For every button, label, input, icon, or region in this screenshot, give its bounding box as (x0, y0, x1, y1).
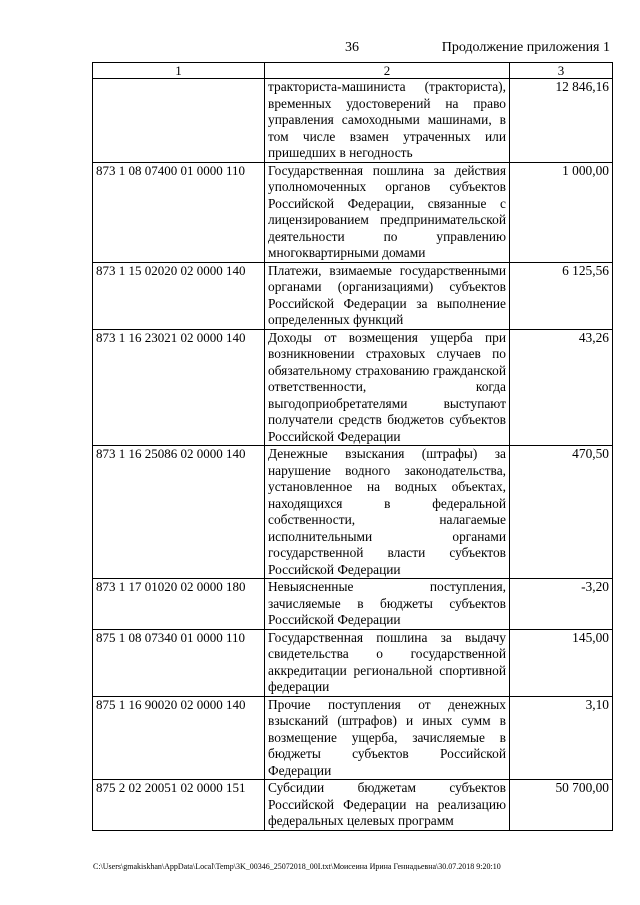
budget-code: 875 1 08 07340 01 0000 110 (93, 629, 265, 696)
revenue-amount: 12 846,16 (510, 79, 613, 163)
table-row (93, 329, 613, 446)
revenue-description: Субсидии бюджетам субъектов Российской Федерации на реализацию федеральных целевых программ (265, 780, 510, 831)
table-row (93, 162, 613, 262)
revenue-description: Доходы от возмещения ущерба при возникновении страховых случаев по обязательному страхованию гражданской ответственности, когда выгодоприобретателями выступают получатели средств бюджетов субъектов Российской Федерации (265, 329, 510, 446)
revenue-description: Невыясненные поступления, зачисляемые в бюджеты субъектов Российской Федерации (265, 579, 510, 630)
column-header-3: 3 (510, 63, 613, 79)
revenue-amount: 50 700,00 (510, 780, 613, 831)
continuation-label: Продолжение приложения 1 (441, 40, 610, 55)
revenue-description: Государственная пошлина за действия уполномоченных органов субъектов Российской Федерации, связанные с лицензированием предпринимательской деятельности по управлению многоквартирными домами (265, 162, 510, 262)
revenue-amount: 470,50 (510, 446, 613, 579)
table-row (93, 446, 613, 579)
revenue-table (92, 62, 613, 831)
table-row (93, 262, 613, 329)
column-header-1: 1 (93, 63, 265, 79)
budget-code: 875 2 02 20051 02 0000 151 (93, 780, 265, 831)
revenue-description: Государственная пошлина за выдачу свидетельства о государственной аккредитации региональной спортивной федерации (265, 629, 510, 696)
table-row (93, 696, 613, 780)
page-number: 36 (345, 40, 359, 55)
table-row (93, 579, 613, 630)
budget-code: 873 1 08 07400 01 0000 110 (93, 162, 265, 262)
revenue-description: тракториста-машиниста (тракториста), временных удостоверений на право управления самоходными машинами, в том числе взамен утраченных или пришедших в негодность (265, 79, 510, 163)
table-row (93, 629, 613, 696)
revenue-description: Прочие поступления от денежных взысканий (штрафов) и иных сумм в возмещение ущерба, зачисляемые в бюджеты субъектов Российской Федерации (265, 696, 510, 780)
budget-code: 873 1 16 25086 02 0000 140 (93, 446, 265, 579)
revenue-amount: 6 125,56 (510, 262, 613, 329)
revenue-description: Платежи, взимаемые государственными органами (организациями) субъектов Российской Федерации за выполнение определенных функций (265, 262, 510, 329)
file-path-footer: C:\Users\gmakiskhan\AppData\Local\Temp\3K_00346_25072018_00I.txt\Моисеина Ирина Геннадьевна\30.07.2018 9:20:10 (93, 862, 501, 871)
budget-code: 873 1 16 23021 02 0000 140 (93, 329, 265, 446)
table-row (93, 780, 613, 831)
revenue-amount: 145,00 (510, 629, 613, 696)
budget-code: 875 1 16 90020 02 0000 140 (93, 696, 265, 780)
budget-code: 873 1 15 02020 02 0000 140 (93, 262, 265, 329)
revenue-amount: -3,20 (510, 579, 613, 630)
column-header-2: 2 (265, 63, 510, 79)
revenue-amount: 1 000,00 (510, 162, 613, 262)
table-header-row (93, 63, 613, 79)
budget-code (93, 79, 265, 163)
revenue-amount: 3,10 (510, 696, 613, 780)
revenue-amount: 43,26 (510, 329, 613, 446)
budget-code: 873 1 17 01020 02 0000 180 (93, 579, 265, 630)
revenue-description: Денежные взыскания (штрафы) за нарушение водного законодательства, установленное на водных объектах, находящихся в федеральной собственности, налагаемые исполнительными органами государственной власти субъектов Российской Федерации (265, 446, 510, 579)
table-row (93, 79, 613, 163)
